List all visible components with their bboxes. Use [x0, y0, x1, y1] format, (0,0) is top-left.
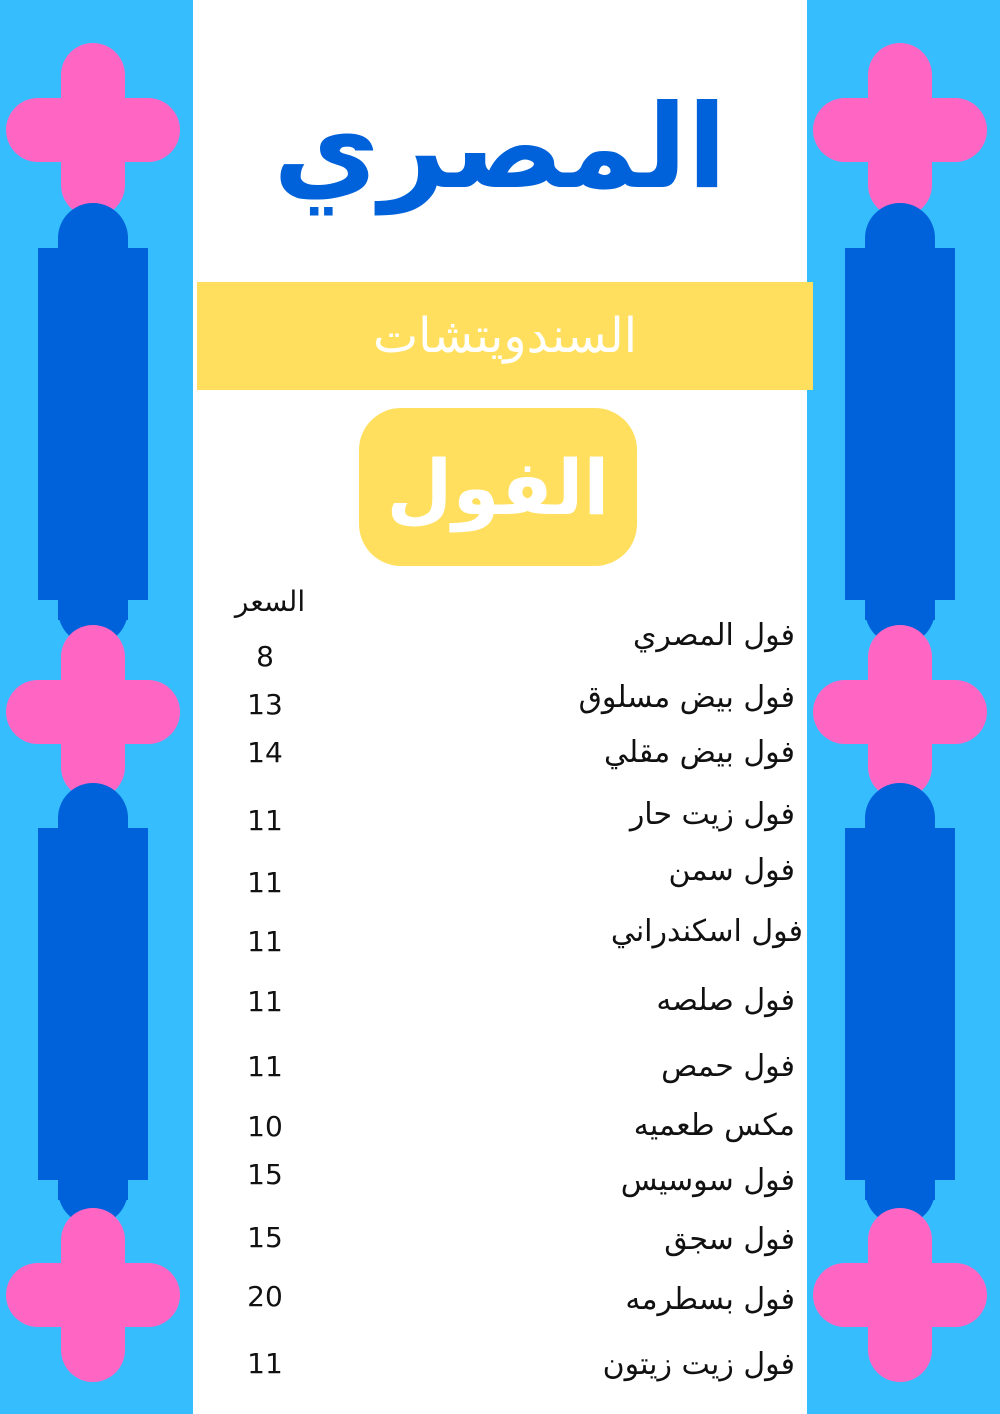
pink-quatrefoil-ornament-icon	[6, 43, 180, 217]
blue-arch-pillar-ornament-icon	[845, 783, 955, 1225]
menu-item-price: 15	[247, 1221, 283, 1254]
menu-item-name: فول سمن	[668, 853, 795, 888]
brand-logo	[273, 55, 727, 240]
blue-arch-pillar-ornament-icon	[38, 783, 148, 1225]
menu-item-price: 11	[247, 925, 283, 958]
menu-item-name: فول بسطرمه	[625, 1282, 795, 1317]
right-ornament-border	[807, 0, 1000, 1414]
menu-item-price: 11	[247, 1347, 283, 1380]
menu-item-name: فول سوسيس	[620, 1163, 795, 1198]
menu-item-name: فول اسكندراني	[610, 914, 803, 949]
menu-item-name: فول حمص	[661, 1049, 795, 1084]
menu-item-name: فول زيت حار	[629, 797, 795, 832]
menu-item-name: مكس طعميه	[633, 1108, 795, 1143]
category-title: الفول	[386, 442, 610, 532]
menu-item-price: 11	[247, 804, 283, 837]
price-column-header: السعر	[234, 585, 306, 618]
menu-item-price: 8	[256, 640, 274, 673]
menu-item-price: 10	[247, 1110, 283, 1143]
menu-item-name: فول بيض مقلي	[603, 735, 795, 770]
menu-item-name: فول سجق	[664, 1222, 795, 1257]
left-ornament-pattern	[0, 0, 193, 1414]
menu-item-price: 15	[247, 1158, 283, 1191]
blue-arch-pillar-ornament-icon	[845, 203, 955, 645]
pink-quatrefoil-ornament-icon	[6, 1208, 180, 1382]
section-title: السندويتشات	[372, 308, 638, 364]
menu-item-name: فول المصري	[632, 618, 795, 653]
section-banner	[197, 282, 813, 390]
left-ornament-border	[0, 0, 193, 1414]
menu-item-name: فول بيض مسلوق	[578, 680, 795, 715]
menu-item-name: فول زيت زيتون	[602, 1347, 795, 1382]
menu-item-price: 11	[247, 866, 283, 899]
menu-item-price: 14	[247, 736, 283, 769]
blue-arch-pillar-ornament-icon	[38, 203, 148, 645]
pink-quatrefoil-ornament-icon	[813, 43, 987, 217]
pink-quatrefoil-ornament-icon	[813, 625, 987, 799]
menu-item-name: فول صلصه	[656, 983, 795, 1018]
category-badge	[359, 408, 637, 566]
menu-item-price: 20	[247, 1280, 283, 1313]
menu-item-price: 11	[247, 985, 283, 1018]
right-ornament-pattern	[807, 0, 989, 1414]
pink-quatrefoil-ornament-icon	[813, 1208, 987, 1382]
menu-item-price: 11	[247, 1050, 283, 1083]
brand-logo-text: المصري	[273, 80, 727, 215]
pink-quatrefoil-ornament-icon	[6, 625, 180, 799]
menu-item-price: 13	[247, 688, 283, 721]
